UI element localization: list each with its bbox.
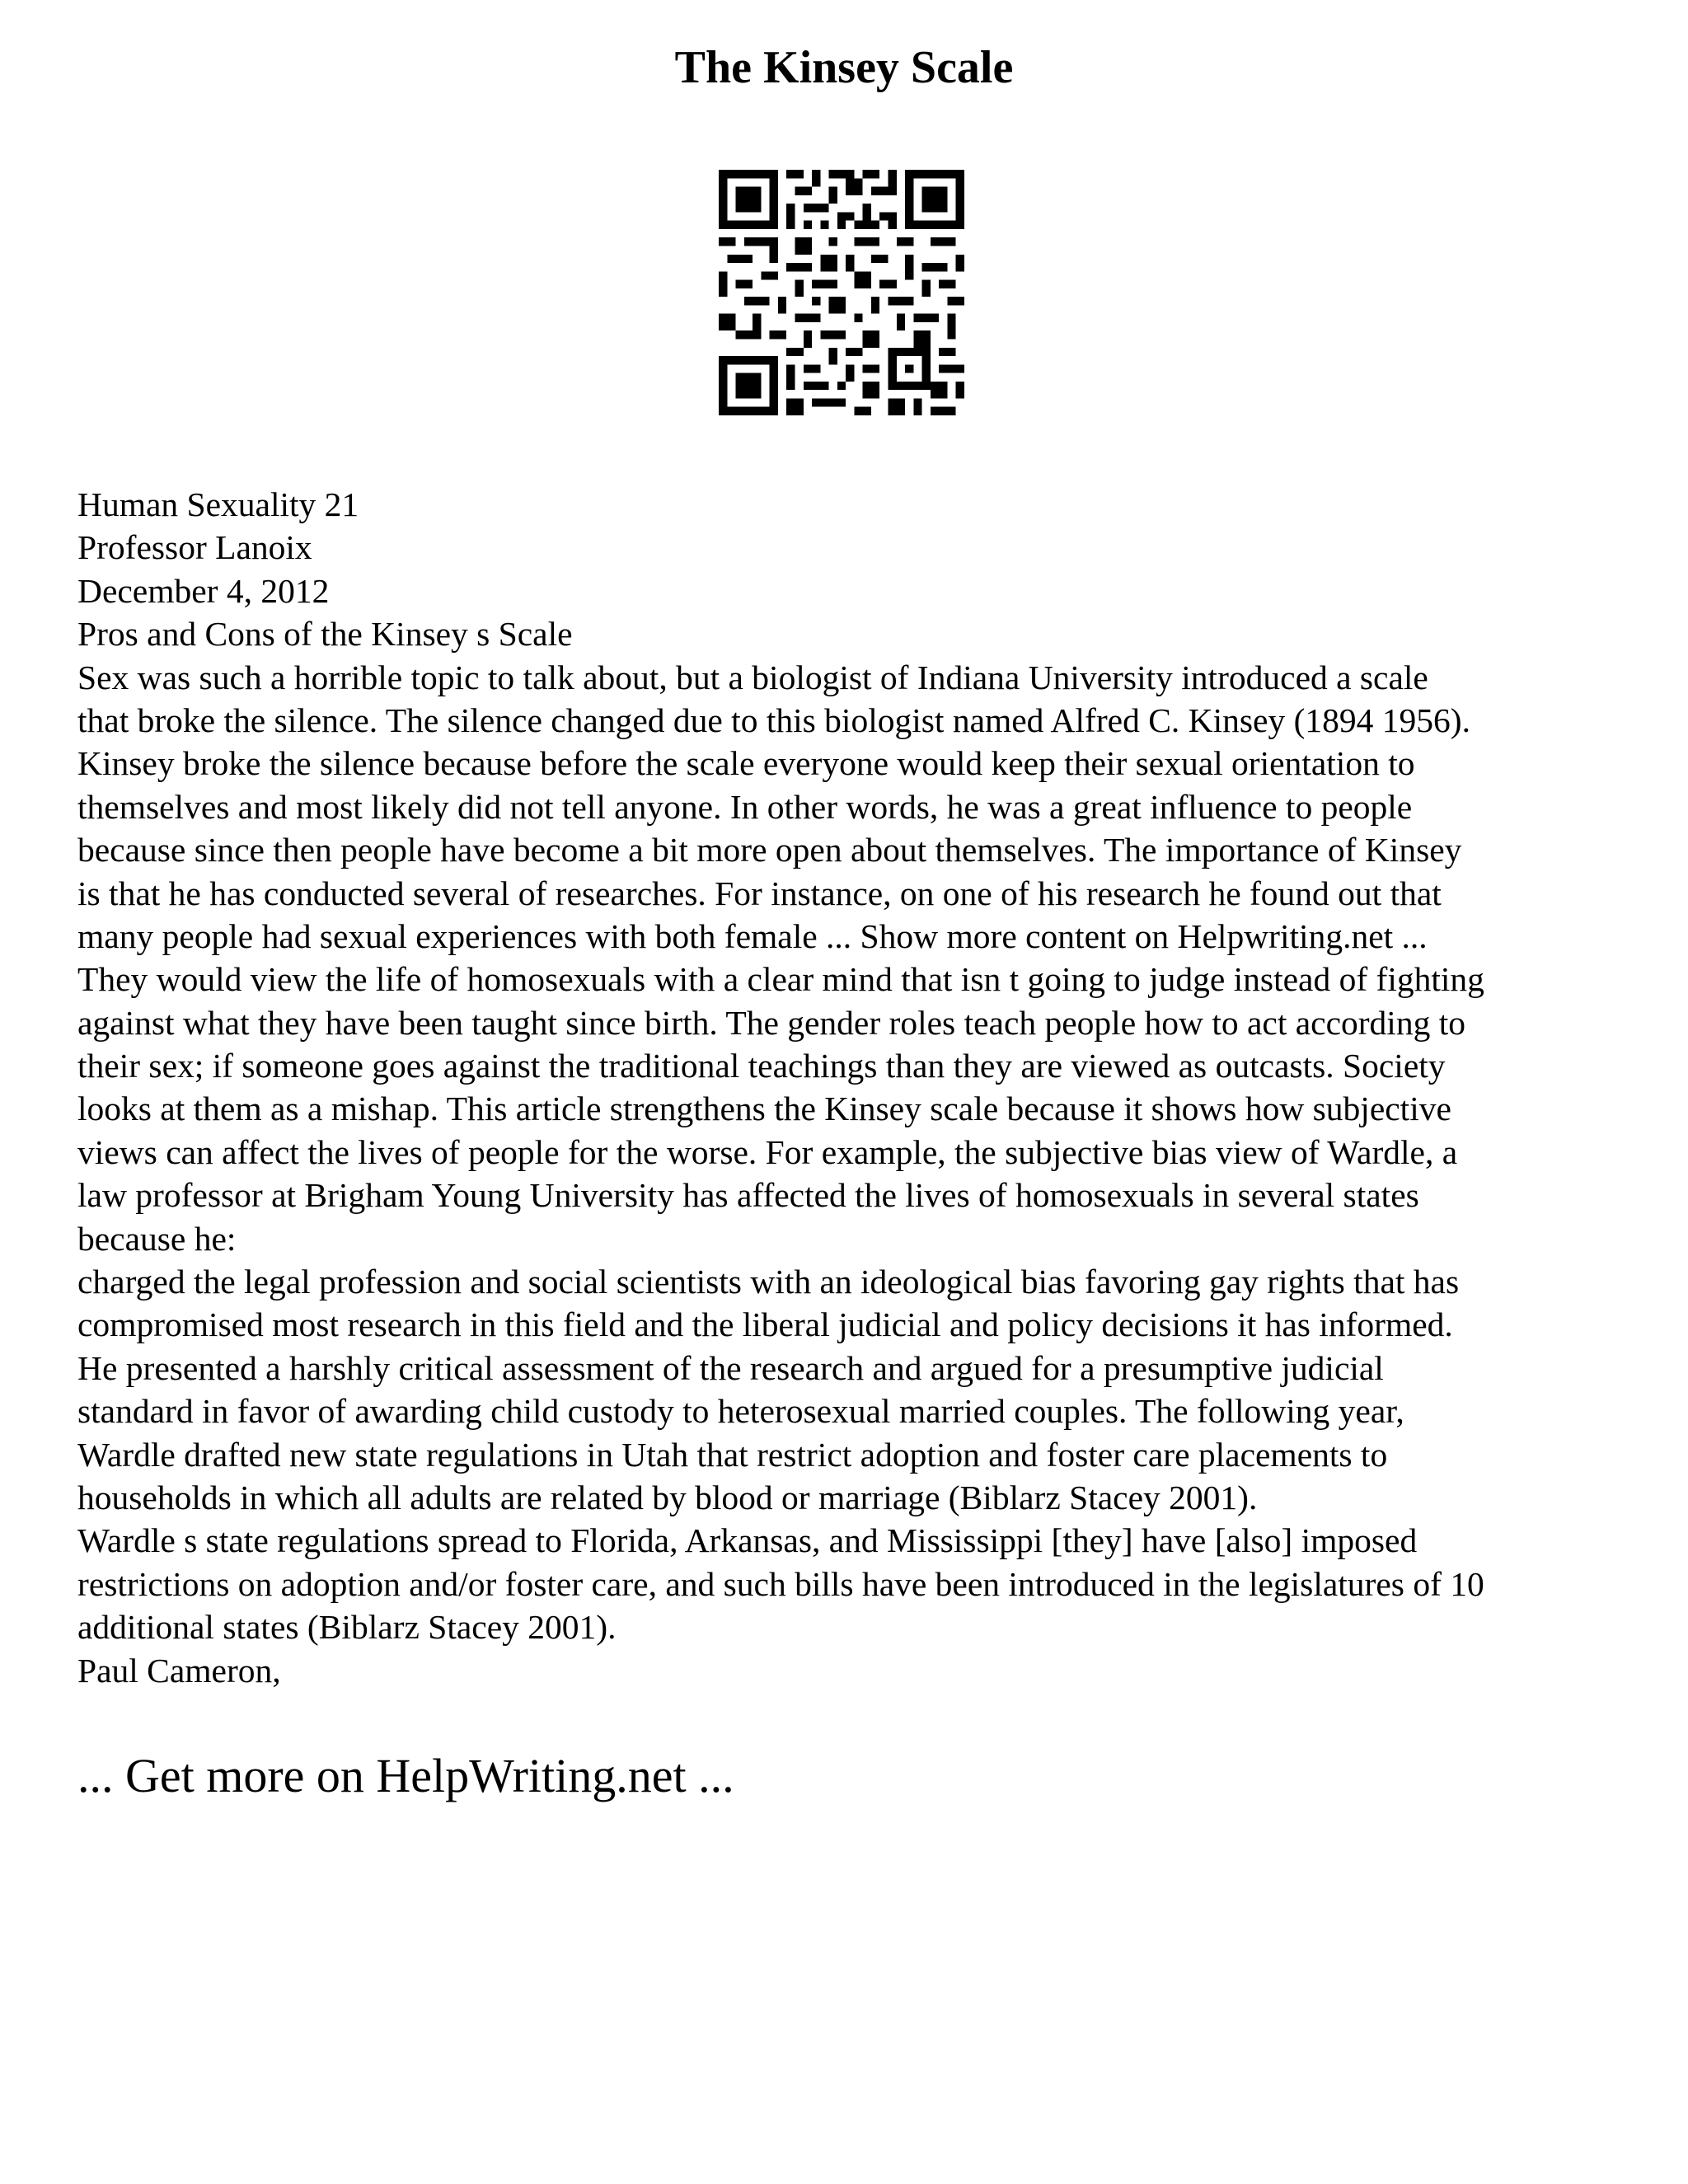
body-line: themselves and most likely did not tell anyone. In other words, he was a great influence to people (77, 787, 1413, 826)
get-more-link[interactable]: ... Get more on HelpWriting.net ... (77, 1749, 734, 1802)
qr-code-icon (719, 170, 964, 415)
body-line: their sex; if someone goes against the traditional teachings than they are viewed as outcasts. Society (77, 1047, 1446, 1085)
body-line: Paul Cameron, (77, 1651, 281, 1690)
body-line: law professor at Brigham Young University has affected the lives of homosexuals in several states (77, 1176, 1419, 1215)
quote-line: households in which all adults are related by blood or marriage (Biblarz Stacey 2001). (77, 1478, 1258, 1516)
page-title: The Kinsey Scale (674, 42, 1014, 93)
body-line: against what they have been taught since birth. The gender roles teach people how to act according to (77, 1003, 1465, 1042)
quote-line: He presented a harshly critical assessment of the research and argued for a presumptive judicial (77, 1348, 1384, 1387)
body-line: views can affect the lives of people for the worse. For example, the subjective bias view of Wardle, a (77, 1132, 1458, 1171)
body-line: restrictions on adoption and/or foster care, and such bills have been introduced in the legislatures of 10 (77, 1564, 1484, 1603)
body-line: Wardle s state regulations spread to Florida, Arkansas, and Mississippi [they] have [also] imposed (77, 1521, 1418, 1560)
body-line: Kinsey broke the silence because before the scale everyone would keep their sexual orientation to (77, 744, 1415, 783)
body-line: many people had sexual experiences with both female ... Show more content on Helpwriting.net ... (77, 916, 1428, 955)
essay-date: December 4, 2012 (77, 571, 330, 610)
professor-name: Professor Lanoix (77, 528, 312, 567)
body-line: because since then people have become a bit more open about themselves. The importance of Kinsey (77, 831, 1462, 869)
quote-line: Wardle drafted new state regulations in Utah that restrict adoption and foster care placements to (77, 1435, 1388, 1474)
body-line: that broke the silence. The silence changed due to this biologist named Alfred C. Kinsey (1894 1956). (77, 701, 1470, 739)
body-line: is that he has conducted several of researches. For instance, on one of his research he found out that (77, 874, 1442, 912)
body-line: because he: (77, 1219, 237, 1258)
body-line: They would view the life of homosexuals with a clear mind that isn t going to judge instead of fighting (77, 960, 1484, 999)
course-name: Human Sexuality 21 (77, 485, 359, 523)
quote-line: standard in favor of awarding child custody to heterosexual married couples. The following year, (77, 1392, 1404, 1431)
body-line: additional states (Biblarz Stacey 2001). (77, 1608, 617, 1647)
essay-body (77, 483, 1627, 1692)
quote-line: compromised most research in this field and the liberal judicial and policy decisions it has informed. (77, 1305, 1453, 1344)
quote-line: charged the legal profession and social scientists with an ideological bias favoring gay rights that has (77, 1263, 1460, 1301)
essay-heading: Pros and Cons of the Kinsey s Scale (77, 615, 573, 654)
body-line: looks at them as a mishap. This article strengthens the Kinsey scale because it shows how subjective (77, 1090, 1451, 1128)
body-line: Sex was such a horrible topic to talk about, but a biologist of Indiana University introduced a scale (77, 658, 1428, 696)
